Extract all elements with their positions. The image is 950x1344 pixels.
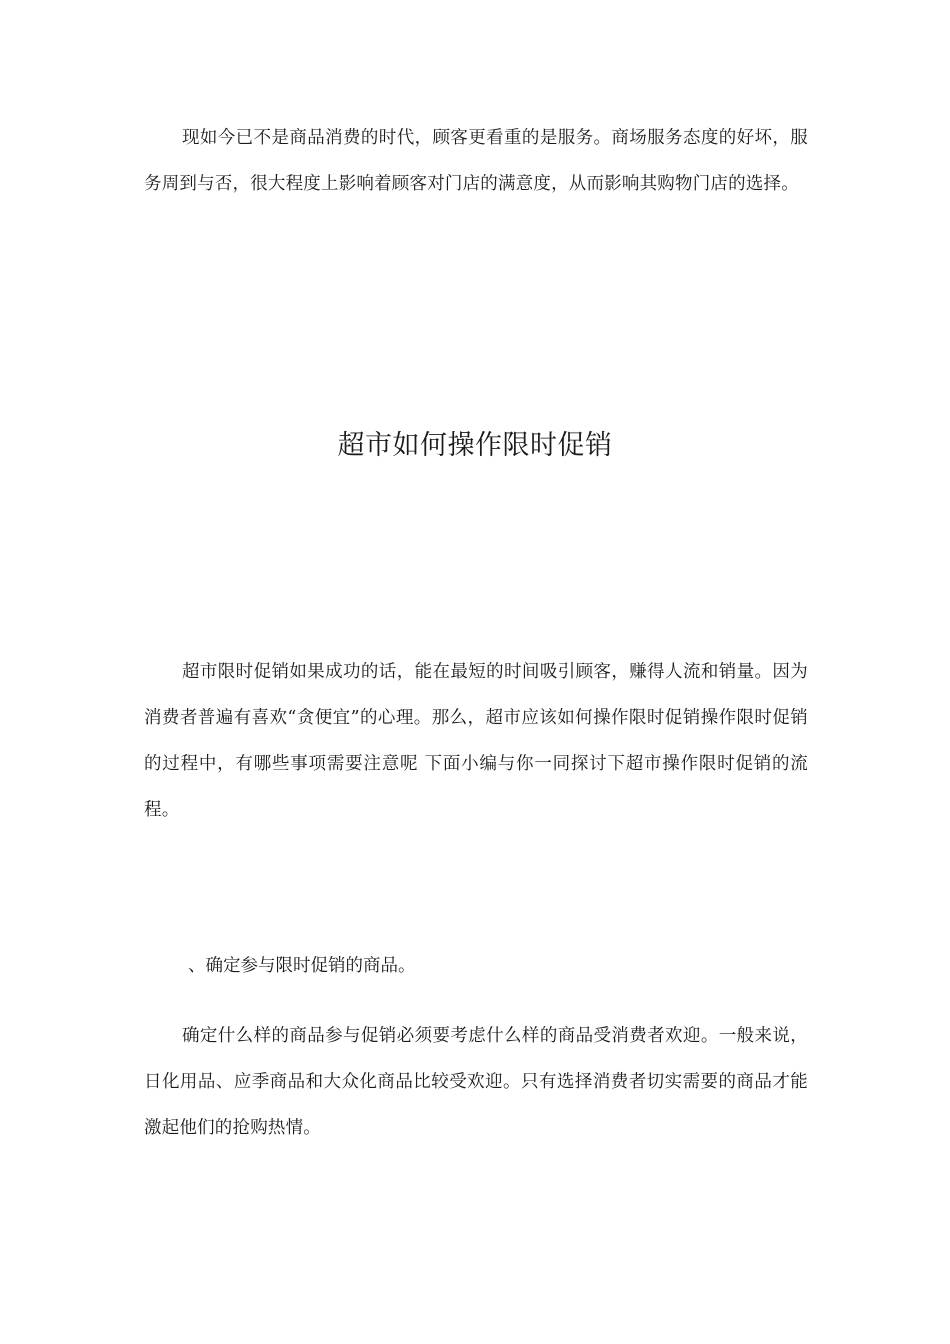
body-paragraph: 超市限时促销如果成功的话，能在最短的时间吸引顾客，赚得人流和销量。因为消费者普遍有喜欢“贪便宜”的心理。那么，超市应该如何操作限时促销操作限时促销的过程中，有哪些事项需要注意呢 下面小编与你一同探讨下超市操作限时促销的流程。 [144,662,808,820]
document-title: 超市如何操作限时促销 [337,430,613,461]
section-paragraph: 确定什么样的商品参与促销必须要考虑什么样的商品受消费者欢迎。一般来说，日化用品、应季商品和大众化商品比较受欢迎。只有选择消费者切实需要的商品才能激起他们的抢购热情。 [144,1026,808,1138]
section-heading: 、确定参与限时促销的商品。 [188,956,416,976]
intro-paragraph: 现如今已不是商品消费的时代，顾客更看重的是服务。商场服务态度的好坏，服务周到与否，很大程度上影响着顾客对门店的满意度，从而影响其购物门店的选择。 [144,128,808,194]
